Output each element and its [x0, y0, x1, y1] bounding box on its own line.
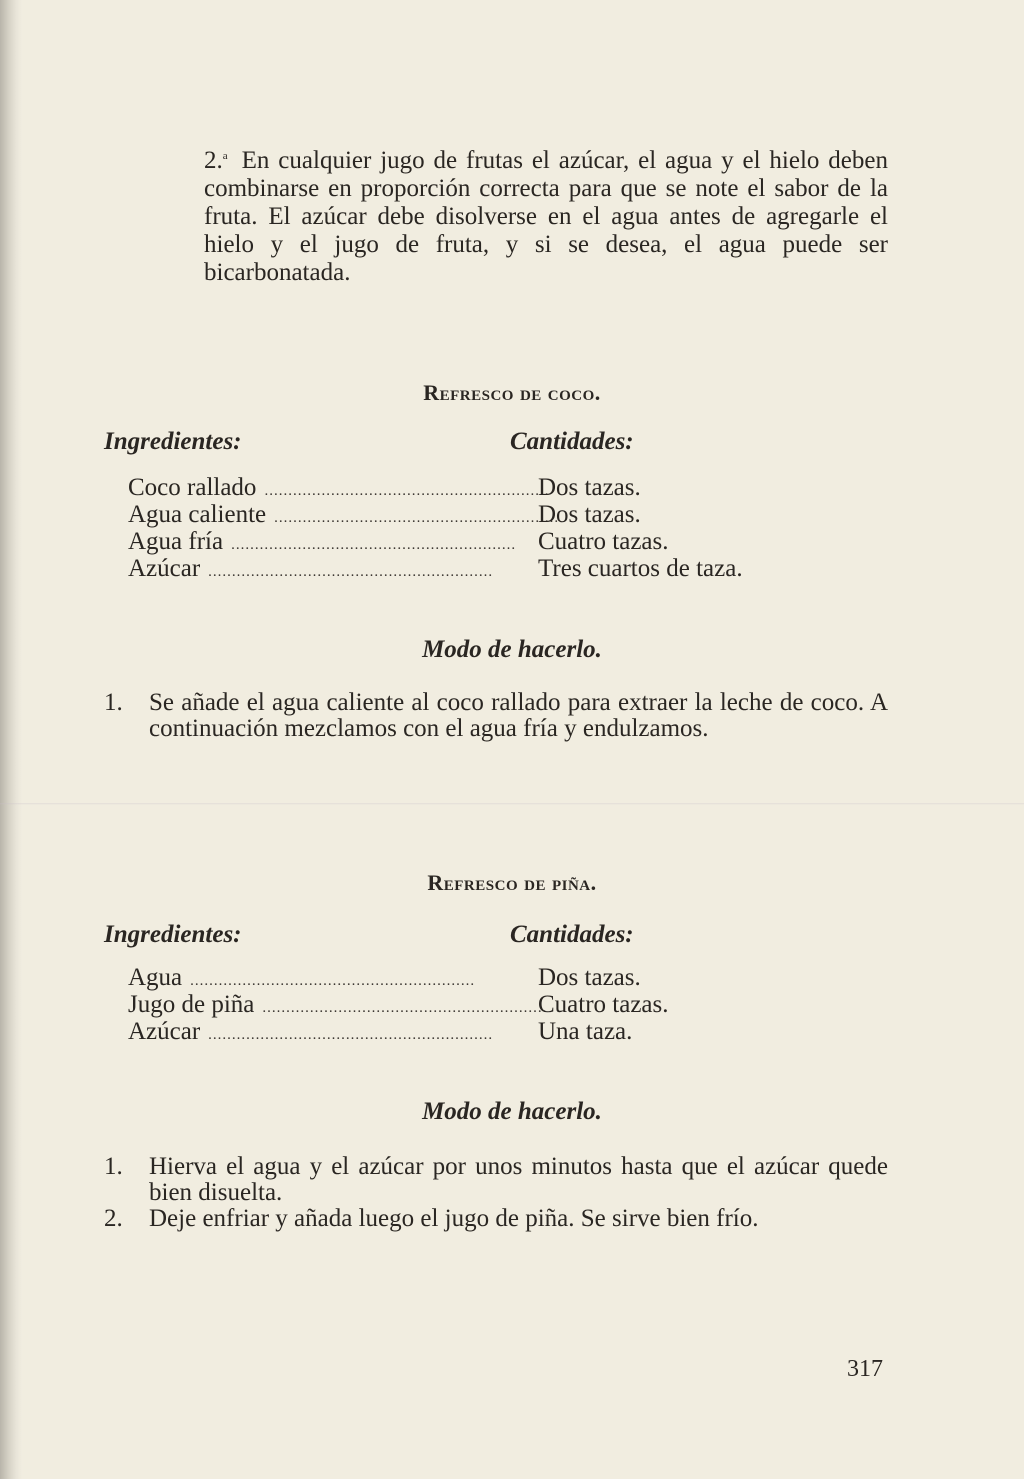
ingredients-header-coco: Ingredientes: — [104, 428, 242, 455]
step-number: 2. — [104, 1205, 123, 1232]
ingredient-quantity: Dos tazas. — [538, 474, 641, 501]
step-text: Deje enfriar y añada luego el jugo de piña. Se sirve bien frío. — [149, 1205, 759, 1232]
ingredients-header-pina: Ingredientes: — [104, 921, 242, 948]
steps-list-pina — [104, 1154, 888, 1232]
ingredient-name: Agua fría — [128, 528, 224, 555]
quantity-list-pina — [538, 964, 669, 1045]
leader-dots: ............................................................ — [190, 973, 476, 989]
intro-paragraph — [204, 142, 888, 287]
ingredient-row — [128, 528, 517, 555]
quantity-list-coco — [538, 474, 743, 582]
ingredient-row — [128, 991, 548, 1018]
step-number: 1. — [104, 1153, 123, 1180]
ingredient-name: Azúcar — [128, 555, 201, 582]
ingredient-list-coco — [128, 474, 560, 582]
ingredient-quantity: Una taza. — [538, 1018, 633, 1045]
ingredient-quantity: Tres cuartos de taza. — [538, 555, 743, 582]
ingredient-name: Agua caliente — [128, 501, 267, 528]
method-title-pina: Modo de hacerlo. — [422, 1098, 602, 1125]
leader-dots: ............................................................ — [208, 1027, 494, 1043]
intro-number: 2.$^a$ — [204, 147, 228, 174]
steps-list-coco — [104, 690, 888, 742]
ingredient-row — [128, 474, 550, 501]
leader-dots: ............................................................ — [274, 510, 560, 526]
ingredient-quantity: Cuatro tazas. — [538, 528, 669, 555]
ingredient-row — [128, 1018, 494, 1045]
step-text: Hierva el agua y el azúcar por unos minutos hasta que el azúcar quede bien disuelta. — [149, 1153, 888, 1206]
ingredient-name: Agua — [128, 964, 183, 991]
quantities-header-pina: Cantidades: — [510, 921, 634, 948]
page-number: 317 — [847, 1356, 883, 1382]
leader-dots: ............................................................ — [231, 537, 517, 553]
leader-dots: ............................................................ — [264, 483, 550, 499]
ingredient-quantity: Dos tazas. — [538, 964, 641, 991]
step-item — [104, 1154, 888, 1206]
ingredient-list-pina — [128, 964, 548, 1045]
ingredient-name: Azúcar — [128, 1018, 201, 1045]
leader-dots: ............................................................ — [208, 564, 494, 580]
ingredient-name: Jugo de piña — [128, 991, 255, 1018]
leader-dots: ............................................................ — [262, 1000, 548, 1016]
step-number: 1. — [104, 689, 123, 716]
step-item — [104, 1206, 888, 1232]
ingredient-row — [128, 964, 480, 991]
intro-text: En cualquier jugo de frutas el azúcar, el agua y el hielo deben combinarse en proporción correcta para que se note el sabor de la fruta. El azúcar debe disolverse en el agua antes de agregarle el hielo y el jugo de fruta, y si se desea, el agua puede ser bicarbonatada. — [204, 147, 888, 286]
step-text: Se añade el agua caliente al coco rallado para extraer la leche de coco. A continuación mezclamos con el agua fría y endulzamos. — [149, 689, 888, 742]
quantities-header-coco: Cantidades: — [510, 428, 634, 455]
ingredient-quantity: Dos tazas. — [538, 501, 641, 528]
ingredient-row — [128, 555, 494, 582]
ingredient-quantity: Cuatro tazas. — [538, 991, 669, 1018]
recipe-title-coco: Refresco de coco. — [423, 380, 601, 405]
step-item — [104, 690, 888, 742]
ingredient-row — [128, 501, 560, 528]
method-title-coco: Modo de hacerlo. — [422, 636, 602, 663]
recipe-title-pina: Refresco de piña. — [427, 870, 597, 895]
ingredient-name: Coco rallado — [128, 474, 257, 501]
